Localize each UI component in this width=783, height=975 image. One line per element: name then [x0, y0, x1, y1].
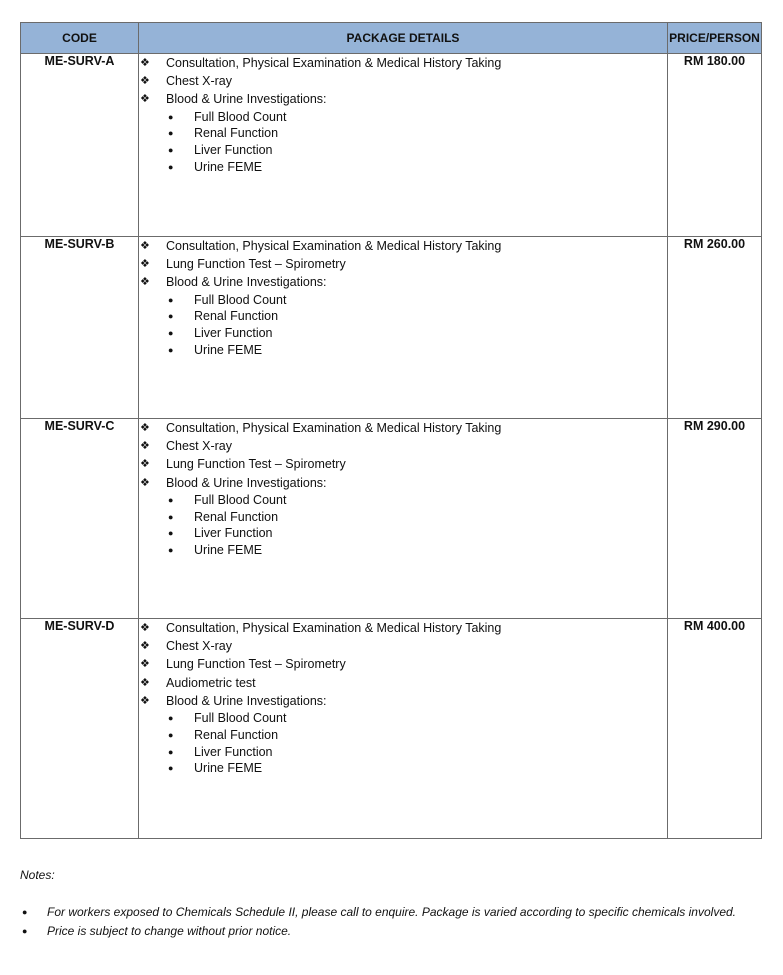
package-price: RM 180.00: [668, 54, 762, 237]
package-code: ME-SURV-D: [21, 619, 139, 839]
bullet-dot-icon: ●: [168, 763, 174, 774]
package-price: RM 400.00: [668, 619, 762, 839]
diamond-bullet-icon: ❖: [140, 276, 150, 289]
header-package-details: PACKAGE DETAILS: [139, 23, 668, 54]
bullet-dot-icon: ●: [168, 328, 174, 339]
investigation-item: ● Urine FEME: [168, 160, 263, 174]
bullet-dot-icon: ●: [168, 545, 174, 556]
investigation-item: ● Renal Function: [168, 126, 279, 141]
diamond-bullet-icon: ❖: [140, 458, 150, 471]
bullet-dot-icon: ●: [168, 311, 174, 322]
investigation-item: ● Full Blood Count: [168, 109, 287, 124]
header-code: CODE: [21, 23, 139, 54]
investigation-item: ● Full Blood Count: [168, 292, 287, 307]
package-item: ❖ Chest X-ray: [139, 637, 667, 655]
package-item: ❖ Chest X-ray: [139, 437, 667, 455]
bullet-dot-icon: ●: [168, 162, 174, 172]
diamond-bullet-icon: ❖: [140, 258, 150, 271]
package-item: ❖ Lung Function Test – Spirometry: [139, 455, 667, 473]
package-item: ❖ Lung Function Test – Spirometry: [139, 655, 667, 673]
bullet-dot-icon: ●: [168, 294, 174, 305]
package-item: ❖ Blood & Urine Investigations:: [139, 90, 667, 108]
package-price: RM 260.00: [668, 237, 762, 419]
investigation-item: ● Renal Function: [168, 727, 279, 742]
package-item: ❖ Blood & Urine Investigations:: [139, 474, 667, 492]
bullet-dot-icon: ●: [168, 713, 174, 724]
investigation-item: ● Liver Function: [168, 143, 273, 158]
diamond-bullet-icon: ❖: [140, 57, 150, 69]
investigation-item: ● Urine FEME: [168, 343, 263, 357]
notes-section: [20, 868, 762, 942]
package-code: ME-SURV-B: [21, 237, 139, 419]
package-details: [139, 54, 668, 237]
diamond-bullet-icon: ❖: [140, 622, 150, 634]
package-row-d: [21, 619, 762, 839]
investigation-item: ● Urine FEME: [168, 543, 263, 558]
package-item: ❖ Lung Function Test – Spirometry: [139, 255, 667, 273]
header-price-per-person: PRICE/PERSON: [668, 23, 762, 54]
package-row-a: [21, 54, 762, 237]
package-row-b: [21, 237, 762, 419]
package-item: ❖ Consultation, Physical Examination & Medical History Taking: [139, 54, 667, 72]
package-row-c: [21, 419, 762, 619]
notes-title: Notes:: [20, 868, 55, 882]
investigation-item: ● Full Blood Count: [168, 492, 287, 507]
package-price: RM 290.00: [668, 419, 762, 619]
package-table: [20, 22, 762, 839]
bullet-dot-icon: ●: [168, 494, 174, 505]
package-item: ❖ Consultation, Physical Examination & Medical History Taking: [139, 237, 667, 255]
package-details: [139, 419, 668, 619]
package-item: ❖ Consultation, Physical Examination & Medical History Taking: [139, 419, 667, 437]
investigation-item: ● Urine FEME: [168, 761, 263, 776]
diamond-bullet-icon: ❖: [140, 75, 150, 88]
diamond-bullet-icon: ❖: [140, 676, 150, 689]
diamond-bullet-icon: ❖: [140, 694, 150, 707]
diamond-bullet-icon: ❖: [140, 640, 150, 653]
package-details: [139, 619, 668, 839]
note-item: ● For workers exposed to Chemicals Schedule II, please call to enquire. Package is varied according to specific chemicals involved.: [22, 905, 737, 919]
package-item: ❖ Chest X-ray: [139, 72, 667, 90]
package-item: ❖ Blood & Urine Investigations:: [139, 273, 667, 291]
package-details: [139, 237, 668, 419]
package-item: ❖ Audiometric test: [139, 674, 667, 692]
bullet-dot-icon: ●: [168, 528, 174, 539]
bullet-dot-icon: ●: [22, 926, 28, 936]
investigation-item: ● Liver Function: [168, 526, 273, 541]
diamond-bullet-icon: ❖: [140, 658, 150, 671]
diamond-bullet-icon: ❖: [140, 422, 150, 434]
package-item: ❖ Consultation, Physical Examination & Medical History Taking: [139, 619, 667, 637]
bullet-dot-icon: ●: [168, 111, 174, 122]
package-code: ME-SURV-A: [21, 54, 139, 237]
bullet-dot-icon: ●: [168, 345, 174, 355]
note-item: ● Price is subject to change without prior notice.: [22, 924, 292, 938]
bullet-dot-icon: ●: [168, 128, 174, 139]
diamond-bullet-icon: ❖: [140, 93, 150, 106]
header-row: [21, 23, 762, 54]
diamond-bullet-icon: ❖: [140, 476, 150, 489]
package-code: ME-SURV-C: [21, 419, 139, 619]
investigation-item: ● Liver Function: [168, 326, 273, 341]
investigation-item: ● Renal Function: [168, 309, 279, 324]
bullet-dot-icon: ●: [168, 511, 174, 522]
diamond-bullet-icon: ❖: [140, 240, 150, 252]
investigation-item: ● Full Blood Count: [168, 711, 287, 726]
bullet-dot-icon: ●: [22, 907, 28, 917]
bullet-dot-icon: ●: [168, 145, 174, 156]
investigation-item: ● Liver Function: [168, 744, 273, 759]
package-item: ❖ Blood & Urine Investigations:: [139, 692, 667, 710]
bullet-dot-icon: ●: [168, 746, 174, 757]
bullet-dot-icon: ●: [168, 729, 174, 740]
diamond-bullet-icon: ❖: [140, 440, 150, 453]
investigation-item: ● Renal Function: [168, 509, 279, 524]
